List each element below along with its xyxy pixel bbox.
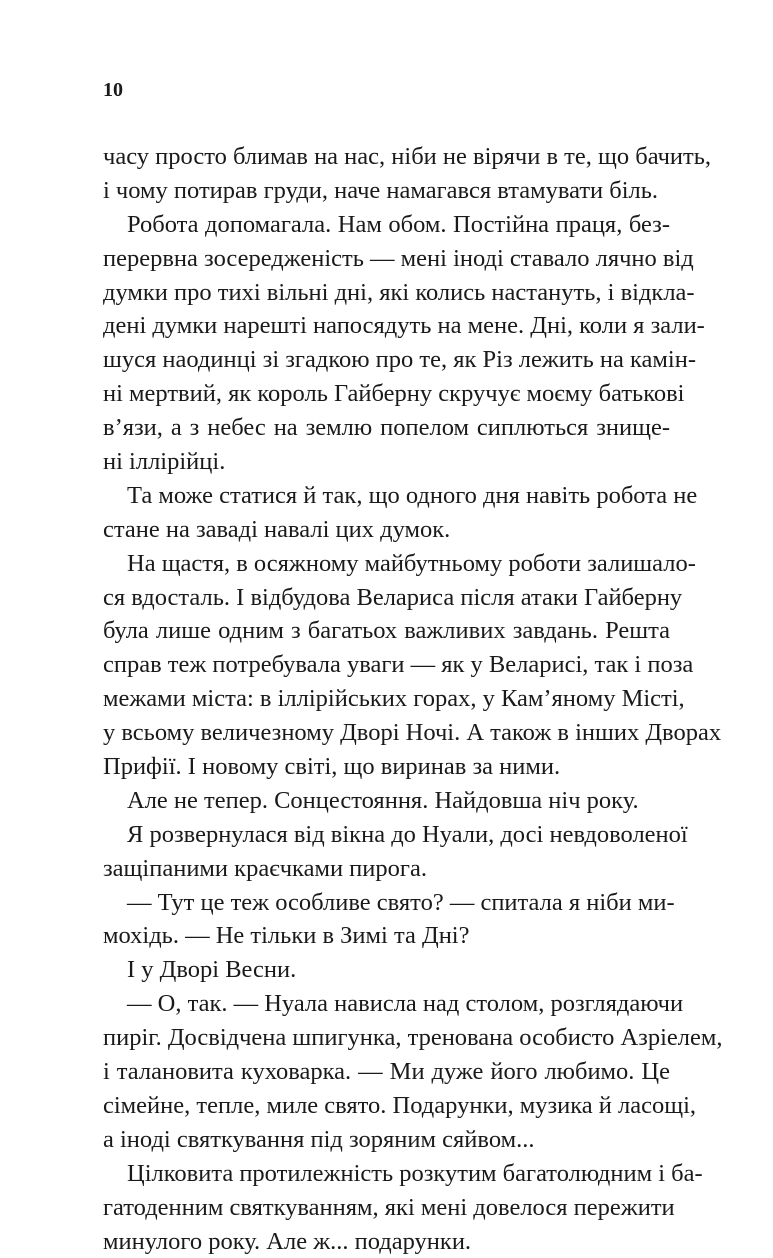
text-line: часу просто блимав на нас, ніби не вірячи в те, що бачить,	[103, 140, 670, 174]
body-text	[103, 140, 670, 1258]
text-line: минулого року. Але ж... подарунки.	[103, 1225, 670, 1258]
text-line: — Тут це теж особливе свято? — спитала я ніби ми-	[103, 886, 670, 920]
text-line: пиріг. Досвідчена шпигунка, тренована особисто Азріелем,	[103, 1021, 670, 1055]
text-line: думки про тихі вільні дні, які колись настануть, і відкла-	[103, 276, 670, 310]
text-line: Але не тепер. Сонцестояння. Найдовша ніч року.	[103, 784, 670, 818]
text-line: гатоденним святкуванням, які мені довелося пережити	[103, 1191, 670, 1225]
text-line: защіпаними краєчками пирога.	[103, 852, 670, 886]
text-line: дені думки нарешті напосядуть на мене. Дні, коли я зали-	[103, 309, 670, 343]
text-line: у всьому величезному Дворі Ночі. А також в інших Дворах	[103, 716, 670, 750]
text-line: в’язи, а з небес на землю попелом сиплються знище-	[103, 411, 670, 445]
text-line: шуся наодинці зі згадкою про те, як Різ лежить на камін-	[103, 343, 670, 377]
text-line: Цілковита протилежність розкутим багатолюдним і ба-	[103, 1157, 670, 1191]
text-line: І у Дворі Весни.	[103, 953, 670, 987]
text-line: стане на заваді навалі цих думок.	[103, 513, 670, 547]
text-line: ся вдосталь. І відбудова Велариса після атаки Гайберну	[103, 581, 670, 615]
text-line: а іноді святкування під зоряним сяйвом...	[103, 1123, 670, 1157]
page-number: 10	[103, 78, 123, 102]
text-line: Робота допомагала. Нам обом. Постійна праця, без-	[103, 208, 670, 242]
text-line: Я розвернулася від вікна до Нуали, досі невдоволеної	[103, 818, 670, 852]
text-line: справ теж потребувала уваги — як у Веларисі, так і поза	[103, 648, 670, 682]
text-line: — О, так. — Нуала нависла над столом, розглядаючи	[103, 987, 670, 1021]
text-line: На щастя, в осяжному майбутньому роботи залишало-	[103, 547, 670, 581]
text-line: мохідь. — Не тільки в Зимі та Дні?	[103, 919, 670, 953]
text-line: і талановита куховарка. — Ми дуже його любимо. Це	[103, 1055, 670, 1089]
text-line: була лише одним з багатьох важливих завдань. Решта	[103, 614, 670, 648]
text-line: межами міста: в іллірійських горах, у Кам’яному Місті,	[103, 682, 670, 716]
text-line: Прифії. І новому світі, що виринав за ними.	[103, 750, 670, 784]
text-line: ні мертвий, як король Гайберну скручує моєму батькові	[103, 377, 670, 411]
text-line: перервна зосередженість — мені іноді ставало лячно від	[103, 242, 670, 276]
text-line: і чому потирав груди, наче намагався втамувати біль.	[103, 174, 670, 208]
text-line: ні іллірійці.	[103, 445, 670, 479]
text-line: сімейне, тепле, миле свято. Подарунки, музика й ласощі,	[103, 1089, 670, 1123]
text-line: Та може статися й так, що одного дня навіть робота не	[103, 479, 670, 513]
